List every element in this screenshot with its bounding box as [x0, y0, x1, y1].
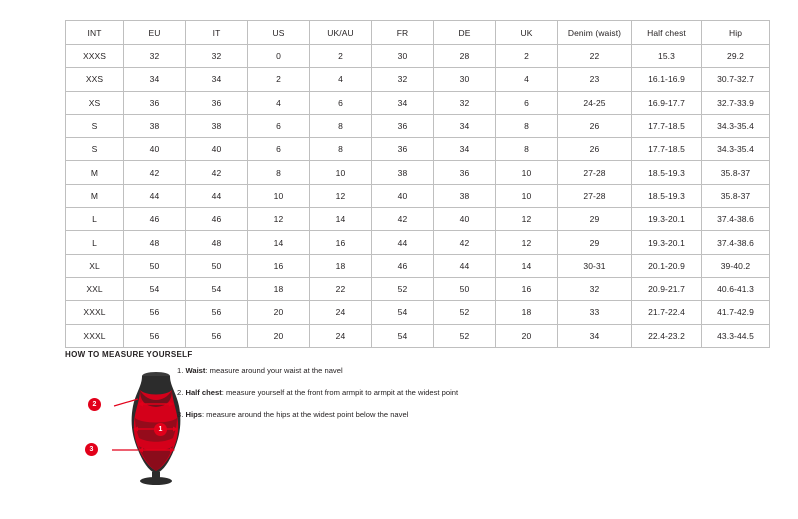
- step-1-number: 1.: [177, 366, 184, 375]
- cell-int: S: [66, 138, 124, 161]
- step-2-number: 2.: [177, 388, 184, 398]
- step-1-term: Waist: [185, 366, 206, 375]
- column-header-it: IT: [186, 21, 248, 45]
- column-header-uk-au: UK/AU: [310, 21, 372, 45]
- cell-half-chest: 20.1-20.9: [632, 254, 702, 277]
- cell-hip: 35.8-37: [702, 161, 770, 184]
- cell-int: XL: [66, 254, 124, 277]
- cell-uk-au: 8: [310, 138, 372, 161]
- cell-us: 18: [248, 277, 310, 300]
- measure-steps: [177, 366, 597, 432]
- cell-uk: 16: [496, 277, 558, 300]
- cell-de: 28: [434, 45, 496, 68]
- cell-hip: 34.3-35.4: [702, 114, 770, 137]
- table-row: [66, 114, 770, 137]
- step-2-term: Half chest: [185, 388, 222, 398]
- cell-uk-au: 14: [310, 208, 372, 231]
- column-header-denim-waist: Denim (waist): [558, 21, 632, 45]
- cell-denim-waist: 30-31: [558, 254, 632, 277]
- step-3-term: Hips: [185, 410, 202, 420]
- cell-hip: 29.2: [702, 45, 770, 68]
- cell-int: M: [66, 184, 124, 207]
- cell-eu: 38: [124, 114, 186, 137]
- table-row: [66, 254, 770, 277]
- cell-int: XXXL: [66, 301, 124, 324]
- cell-uk-au: 12: [310, 184, 372, 207]
- cell-hip: 43.3-44.5: [702, 324, 770, 347]
- table-body: [66, 45, 770, 348]
- cell-uk: 10: [496, 161, 558, 184]
- cell-eu: 48: [124, 231, 186, 254]
- cell-denim-waist: 27-28: [558, 161, 632, 184]
- cell-us: 14: [248, 231, 310, 254]
- cell-eu: 46: [124, 208, 186, 231]
- cell-uk-au: 8: [310, 114, 372, 137]
- cell-eu: 56: [124, 301, 186, 324]
- table-row: [66, 231, 770, 254]
- cell-it: 32: [186, 45, 248, 68]
- cell-us: 6: [248, 114, 310, 137]
- how-to-measure-title: HOW TO MEASURE YOURSELF: [65, 350, 193, 359]
- cell-de: 42: [434, 231, 496, 254]
- cell-us: 0: [248, 45, 310, 68]
- cell-uk: 8: [496, 138, 558, 161]
- cell-half-chest: 16.9-17.7: [632, 91, 702, 114]
- measure-badge-3: 3: [85, 443, 98, 456]
- column-header-us: US: [248, 21, 310, 45]
- cell-eu: 54: [124, 277, 186, 300]
- cell-fr: 54: [372, 324, 434, 347]
- cell-int: S: [66, 114, 124, 137]
- cell-us: 20: [248, 301, 310, 324]
- cell-half-chest: 18.5-19.3: [632, 184, 702, 207]
- cell-fr: 36: [372, 114, 434, 137]
- cell-it: 34: [186, 68, 248, 91]
- cell-denim-waist: 24-25: [558, 91, 632, 114]
- cell-eu: 40: [124, 138, 186, 161]
- column-header-uk: UK: [496, 21, 558, 45]
- cell-denim-waist: 34: [558, 324, 632, 347]
- cell-fr: 46: [372, 254, 434, 277]
- table-row: [66, 138, 770, 161]
- cell-denim-waist: 22: [558, 45, 632, 68]
- cell-uk: 4: [496, 68, 558, 91]
- cell-it: 54: [186, 277, 248, 300]
- measure-step-2: [177, 388, 597, 397]
- cell-half-chest: 16.1-16.9: [632, 68, 702, 91]
- cell-uk-au: 16: [310, 231, 372, 254]
- cell-half-chest: 15.3: [632, 45, 702, 68]
- cell-uk-au: 22: [310, 277, 372, 300]
- cell-hip: 34.3-35.4: [702, 138, 770, 161]
- table-row: [66, 208, 770, 231]
- cell-it: 36: [186, 91, 248, 114]
- step-3-text: : measure around the hips at the widest point below the navel: [201, 410, 409, 420]
- cell-it: 40: [186, 138, 248, 161]
- cell-half-chest: 18.5-19.3: [632, 161, 702, 184]
- cell-it: 44: [186, 184, 248, 207]
- cell-hip: 37.4-38.6: [702, 208, 770, 231]
- cell-uk: 8: [496, 114, 558, 137]
- table-row: [66, 91, 770, 114]
- cell-uk: 6: [496, 91, 558, 114]
- measure-step-1: [177, 366, 597, 375]
- cell-us: 4: [248, 91, 310, 114]
- cell-eu: 44: [124, 184, 186, 207]
- cell-denim-waist: 26: [558, 138, 632, 161]
- column-header-half-chest: Half chest: [632, 21, 702, 45]
- cell-fr: 40: [372, 184, 434, 207]
- cell-denim-waist: 27-28: [558, 184, 632, 207]
- cell-uk-au: 4: [310, 68, 372, 91]
- column-header-de: DE: [434, 21, 496, 45]
- cell-fr: 52: [372, 277, 434, 300]
- step-2-text: : measure yourself at the front from armpit to armpit at the widest point: [221, 388, 459, 398]
- cell-de: 32: [434, 91, 496, 114]
- cell-half-chest: 21.7-22.4: [632, 301, 702, 324]
- size-chart-table: [65, 20, 770, 348]
- table-row: [66, 161, 770, 184]
- cell-hip: 35.8-37: [702, 184, 770, 207]
- cell-us: 20: [248, 324, 310, 347]
- cell-half-chest: 17.7-18.5: [632, 138, 702, 161]
- cell-uk: 18: [496, 301, 558, 324]
- cell-int: XXL: [66, 277, 124, 300]
- cell-uk-au: 18: [310, 254, 372, 277]
- cell-us: 16: [248, 254, 310, 277]
- cell-de: 34: [434, 138, 496, 161]
- cell-int: L: [66, 231, 124, 254]
- cell-hip: 39-40.2: [702, 254, 770, 277]
- cell-int: XXS: [66, 68, 124, 91]
- cell-de: 44: [434, 254, 496, 277]
- cell-eu: 32: [124, 45, 186, 68]
- cell-fr: 38: [372, 161, 434, 184]
- cell-half-chest: 20.9-21.7: [632, 277, 702, 300]
- cell-us: 6: [248, 138, 310, 161]
- cell-hip: 37.4-38.6: [702, 231, 770, 254]
- cell-fr: 30: [372, 45, 434, 68]
- cell-uk: 12: [496, 231, 558, 254]
- cell-de: 52: [434, 324, 496, 347]
- cell-us: 12: [248, 208, 310, 231]
- column-header-eu: EU: [124, 21, 186, 45]
- cell-fr: 44: [372, 231, 434, 254]
- cell-int: XS: [66, 91, 124, 114]
- step-1-text: : measure around your waist at the navel: [205, 366, 343, 375]
- cell-de: 36: [434, 161, 496, 184]
- column-header-fr: FR: [372, 21, 434, 45]
- cell-it: 48: [186, 231, 248, 254]
- cell-hip: 41.7-42.9: [702, 301, 770, 324]
- cell-fr: 54: [372, 301, 434, 324]
- cell-it: 42: [186, 161, 248, 184]
- table-row: [66, 277, 770, 300]
- cell-eu: 34: [124, 68, 186, 91]
- table-row: [66, 68, 770, 91]
- size-chart-container: [65, 20, 754, 348]
- cell-half-chest: 22.4-23.2: [632, 324, 702, 347]
- cell-us: 10: [248, 184, 310, 207]
- cell-denim-waist: 26: [558, 114, 632, 137]
- cell-uk: 14: [496, 254, 558, 277]
- cell-uk-au: 24: [310, 301, 372, 324]
- cell-eu: 56: [124, 324, 186, 347]
- cell-it: 56: [186, 301, 248, 324]
- cell-fr: 36: [372, 138, 434, 161]
- cell-uk-au: 24: [310, 324, 372, 347]
- cell-fr: 34: [372, 91, 434, 114]
- step-3-number: 3.: [177, 410, 184, 420]
- cell-hip: 32.7-33.9: [702, 91, 770, 114]
- cell-denim-waist: 29: [558, 231, 632, 254]
- cell-uk-au: 6: [310, 91, 372, 114]
- cell-it: 56: [186, 324, 248, 347]
- table-row: [66, 301, 770, 324]
- measure-step-3: [177, 410, 597, 419]
- cell-it: 46: [186, 208, 248, 231]
- cell-uk-au: 2: [310, 45, 372, 68]
- cell-int: XXXL: [66, 324, 124, 347]
- cell-denim-waist: 32: [558, 277, 632, 300]
- cell-eu: 42: [124, 161, 186, 184]
- cell-fr: 32: [372, 68, 434, 91]
- table-row: [66, 184, 770, 207]
- cell-fr: 42: [372, 208, 434, 231]
- cell-half-chest: 19.3-20.1: [632, 208, 702, 231]
- cell-half-chest: 19.3-20.1: [632, 231, 702, 254]
- cell-int: L: [66, 208, 124, 231]
- cell-uk-au: 10: [310, 161, 372, 184]
- cell-hip: 40.6-41.3: [702, 277, 770, 300]
- cell-int: M: [66, 161, 124, 184]
- cell-int: XXXS: [66, 45, 124, 68]
- measure-badge-1: 1: [154, 423, 167, 436]
- cell-us: 8: [248, 161, 310, 184]
- cell-uk: 20: [496, 324, 558, 347]
- cell-de: 30: [434, 68, 496, 91]
- cell-denim-waist: 33: [558, 301, 632, 324]
- table-row: [66, 324, 770, 347]
- cell-de: 40: [434, 208, 496, 231]
- cell-de: 52: [434, 301, 496, 324]
- cell-uk: 2: [496, 45, 558, 68]
- cell-uk: 10: [496, 184, 558, 207]
- table-row: [66, 45, 770, 68]
- measure-badge-2: 2: [88, 398, 101, 411]
- table-header-row: [66, 21, 770, 45]
- cell-eu: 36: [124, 91, 186, 114]
- cell-hip: 30.7-32.7: [702, 68, 770, 91]
- cell-de: 50: [434, 277, 496, 300]
- cell-it: 50: [186, 254, 248, 277]
- column-header-hip: Hip: [702, 21, 770, 45]
- cell-denim-waist: 23: [558, 68, 632, 91]
- table-header: [66, 21, 770, 45]
- cell-half-chest: 17.7-18.5: [632, 114, 702, 137]
- cell-uk: 12: [496, 208, 558, 231]
- cell-de: 38: [434, 184, 496, 207]
- cell-eu: 50: [124, 254, 186, 277]
- cell-us: 2: [248, 68, 310, 91]
- cell-it: 38: [186, 114, 248, 137]
- cell-de: 34: [434, 114, 496, 137]
- column-header-int: INT: [66, 21, 124, 45]
- cell-denim-waist: 29: [558, 208, 632, 231]
